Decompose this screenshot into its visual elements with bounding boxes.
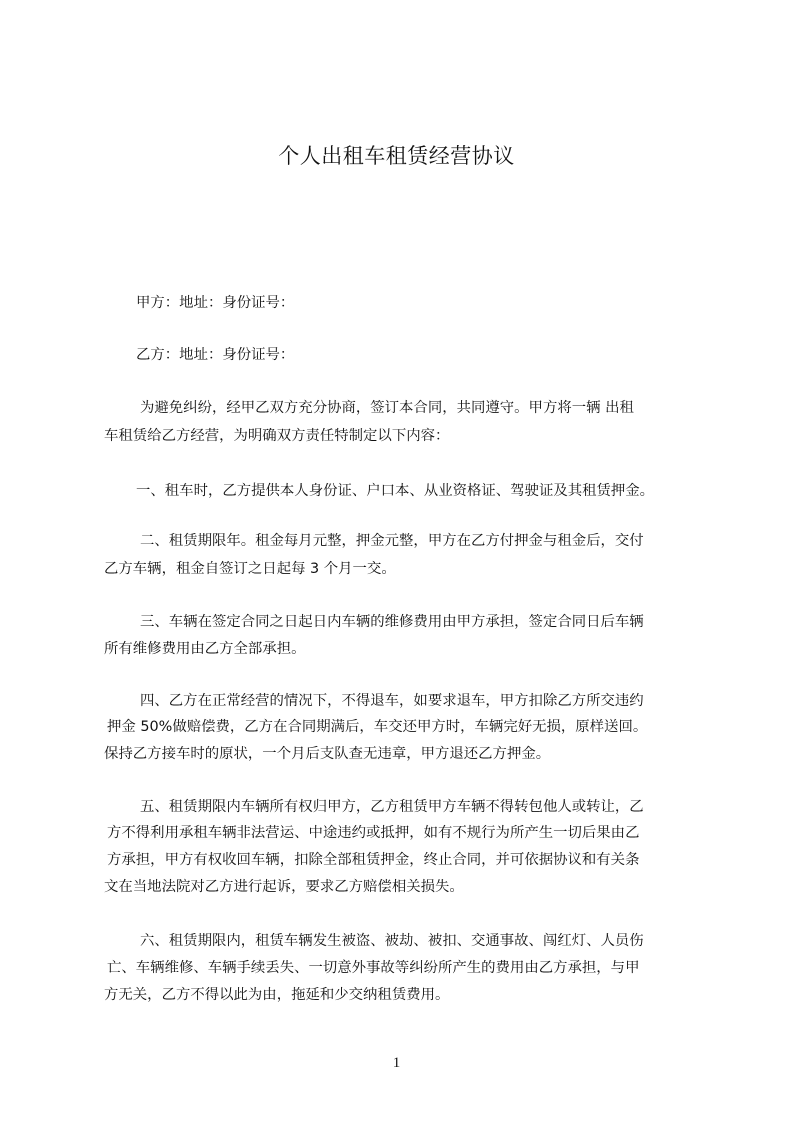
clause-2-line-2: 乙方车辆，租金自签订之日起每 3 个月一交。 <box>104 561 396 577</box>
clause-5-line-1: 五、租赁期限内车辆所有权归甲方，乙方租赁甲方车辆不得转包他人或转让，乙 <box>140 799 644 815</box>
intro-line-2: 车租赁给乙方经营，为明确双方责任特制定以下内容： <box>104 428 450 444</box>
clause-2-line-1: 二、租赁期限年。租金每月元整，押金元整，甲方在乙方付押金与租金后，交付 <box>140 533 644 549</box>
clause-4-line-2: 押金 50%做赔偿费，乙方在合同期满后，车交还甲方时，车辆完好无损，原样送回。 <box>107 719 648 735</box>
clause-6-line-2: 亡、车辆维修、车辆手续丢失、一切意外事故等纠纷所产生的费用由乙方承担，与甲 <box>107 960 640 976</box>
party-a-line: 甲方：地址：身份证号： <box>136 295 295 311</box>
clause-6-line-3: 方无关，乙方不得以此为由，拖延和少交纳租赁费用。 <box>104 987 450 1003</box>
party-b-line: 乙方：地址：身份证号： <box>136 347 295 363</box>
clause-6-line-1: 六、租赁期限内，租赁车辆发生被盗、被劫、被扣、交通事故、闯红灯、人员伤 <box>140 933 644 949</box>
clause-5-line-2: 方不得利用承租车辆非法营运、中途违约或抵押，如有不规行为所产生一切后果由乙 <box>107 825 640 841</box>
intro-line-1: 为避免纠纷，经甲乙双方充分协商，签订本合同，共同遵守。甲方将一辆 出租 <box>140 400 634 416</box>
clause-1-line-1: 一、租车时，乙方提供本人身份证、户口本、从业资格证、驾驶证及其租赁押金。 <box>136 483 655 499</box>
clause-5-line-3: 方承担，甲方有权收回车辆，扣除全部租赁押金，终止合同，并可依据协议和有关条 <box>107 852 640 868</box>
clause-3-line-1: 三、车辆在签定合同之日起日内车辆的维修费用由甲方承担，签定合同日后车辆 <box>140 614 644 630</box>
document-title: 个人出租车租赁经营协议 <box>278 144 515 168</box>
clause-3-line-2: 所有维修费用由乙方全部承担。 <box>104 641 306 657</box>
clause-4-line-3: 保持乙方接车时的原状，一个月后支队查无违章，甲方退还乙方押金。 <box>104 746 551 762</box>
clause-4-line-1: 四、乙方在正常经营的情况下，不得退车，如要求退车，甲方扣除乙方所交违约 <box>140 693 644 709</box>
page-number: 1 <box>392 1055 401 1071</box>
clause-5-line-4: 文在当地法院对乙方进行起诉，要求乙方赔偿相关损失。 <box>104 879 464 895</box>
